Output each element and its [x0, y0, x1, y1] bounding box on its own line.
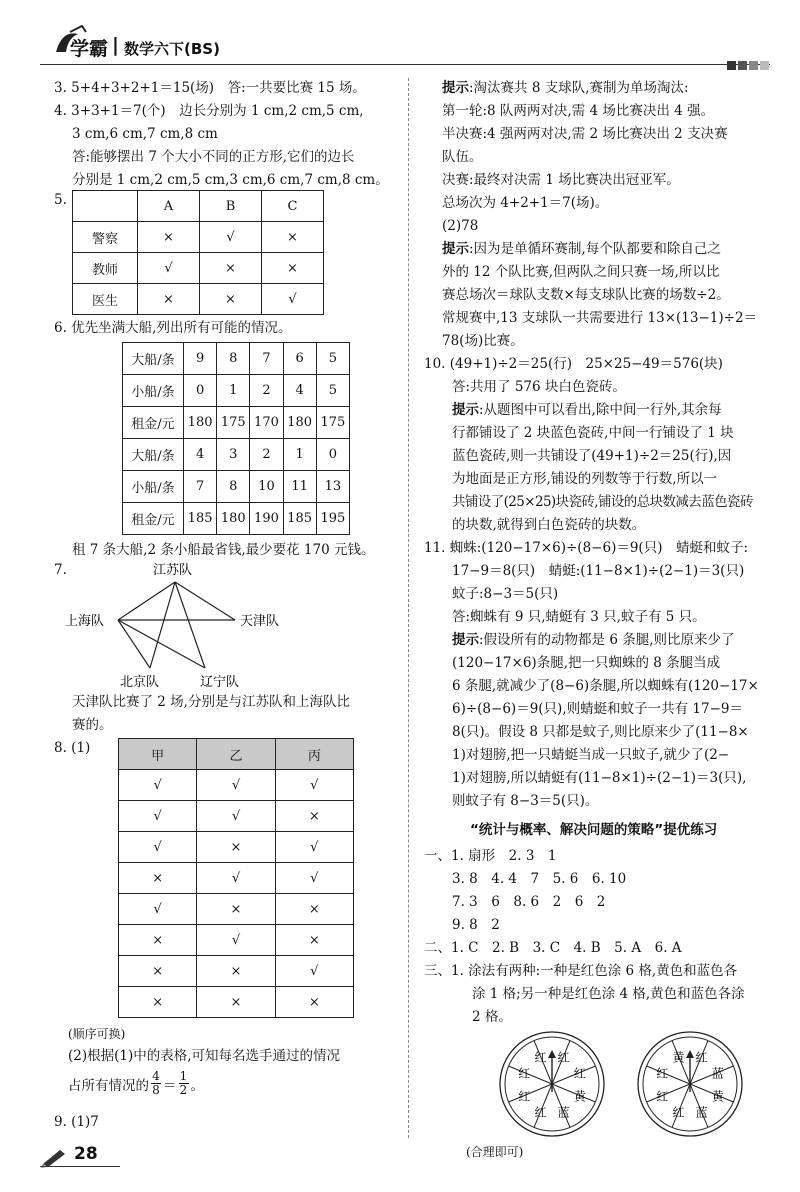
header-subject: 数学六下(BS) [124, 40, 220, 58]
r27-line: 6 条腿,就减少了(8−6)条腿,所以蜘蛛有(120−17× [452, 678, 759, 694]
table-row [123, 503, 350, 535]
table-row [119, 770, 354, 801]
s6-line: 三、1. 涂法有两种:一种是红色涂 6 格,黄色和蓝色各 [424, 963, 738, 979]
table-cell: 租金/元 [123, 407, 184, 439]
table-cell: 185 [283, 503, 316, 535]
table-cell: 0 [316, 439, 349, 471]
table-cell: √ [119, 770, 197, 801]
table-cell: 1 [283, 439, 316, 471]
r22-line: 17−9＝8(只) 蜻蜓:(11−8×1)÷(2−1)＝3(只) [452, 563, 745, 579]
hint-label: 提示 [442, 241, 469, 257]
table-row [73, 284, 324, 315]
table-cell: 4 [184, 439, 217, 471]
edge-jiangsu-shanghai [118, 582, 175, 620]
table-row [119, 801, 354, 832]
table-cell: √ [138, 253, 200, 284]
page-number: 28 [74, 1144, 98, 1164]
table-cell: √ [197, 925, 275, 956]
edge-jiangsu-beijing [150, 582, 175, 668]
wheel-sector-label: 红 [656, 1089, 669, 1104]
table-cell: 9 [184, 343, 217, 375]
wheel-sector-label: 蓝 [557, 1105, 570, 1120]
r5-line: 决赛:最终对决需 1 场比赛决出冠亚军。 [442, 172, 680, 188]
table-row [119, 863, 354, 894]
r20-line: 的块数,就得到白色瓷砖的块数。 [452, 517, 646, 533]
r15-line: 提示:从题图中可以看出,除中间一行外,其余每 [452, 402, 722, 418]
table-cell: 1 [217, 375, 250, 407]
q9-text: 9. (1)7 [54, 1114, 99, 1130]
table-cell: 175 [316, 407, 349, 439]
table-cell: 8 [217, 343, 250, 375]
wheel-sector-label: 蓝 [695, 1105, 708, 1120]
table-cell [73, 191, 138, 222]
table-cell: × [197, 894, 275, 925]
footer-rule [40, 1166, 120, 1167]
s3-line: 7. 3 6 8. 6 2 6 2 [452, 894, 606, 910]
q8-part2-fraction-line [68, 1070, 204, 1097]
table-cell: 甲 [119, 739, 197, 770]
table-cell: 丙 [275, 739, 353, 770]
wheel-sector-label: 红 [573, 1066, 586, 1081]
page-header [0, 0, 800, 70]
table-cell: 0 [184, 375, 217, 407]
edge-jiangsu-tianjin [175, 582, 235, 620]
table-row [123, 471, 350, 503]
r19-line: 共铺设了(25×25)块瓷砖,铺设的总块数减去蓝色瓷砖 [452, 494, 753, 510]
wheel-sector-label: 红 [518, 1066, 531, 1081]
edge-shanghai-beijing [118, 620, 150, 668]
q6-text: 6. 优先坐满大船,列出所有可能的情况。 [54, 320, 292, 336]
table-cell: × [200, 253, 262, 284]
table-cell: √ [262, 284, 324, 315]
r14-line: 答:共用了 576 块白色瓷砖。 [452, 379, 626, 395]
frac2-numerator: 1 [179, 1069, 188, 1083]
q8-part2-text: (2)根据(1)中的表格,可知每名选手通过的情况 [68, 1048, 341, 1064]
r28-line: 6)÷(8−6)＝9(只),则蜻蜓和蚊子一共有 17−9＝ [452, 701, 743, 717]
r30-line: 1)对翅膀,把一只蜻蜓当成一只蚊子,就少了(2− [452, 747, 730, 763]
table-cell: 13 [316, 471, 349, 503]
r3-line: 半决赛:4 强两两对决,需 2 场比赛决出 2 支决赛 [442, 126, 728, 142]
node-liaoning: 辽宁队 [200, 675, 240, 688]
pencil-icon [40, 1146, 70, 1168]
table-cell: × [197, 987, 275, 1018]
r8-line: 提示:因为是单循环赛制,每个队都要和除自己之 [442, 241, 721, 257]
wheel-sector-label: 红 [534, 1050, 547, 1065]
node-beijing: 北京队 [120, 675, 160, 688]
r26-line: (120−17×6)条腿,把一只蜘蛛的 8 条腿当成 [452, 655, 721, 671]
table-cell: 4 [283, 375, 316, 407]
table-row [73, 222, 324, 253]
q4-text-1: 4. 3+3+1＝7(个) 边长分别为 1 cm,2 cm,5 cm, [54, 103, 364, 119]
table-row [119, 987, 354, 1018]
table-cell: 小船/条 [123, 471, 184, 503]
table-cell: × [119, 956, 197, 987]
wheel-sector-label: 红 [534, 1105, 547, 1120]
table-row [119, 894, 354, 925]
table-cell: × [138, 284, 200, 315]
table-cell: × [119, 863, 197, 894]
r11-line: 常规赛中,13 支球队一共需要进行 13×(13−1)÷2＝ [442, 310, 758, 326]
table-cell: × [119, 925, 197, 956]
brand-name: 学霸 [70, 38, 109, 60]
table-row [119, 925, 354, 956]
table-row [123, 343, 350, 375]
table-row [73, 253, 324, 284]
table-cell: 11 [283, 471, 316, 503]
s4-line: 9. 8 2 [452, 917, 500, 933]
table-cell: × [138, 222, 200, 253]
table-cell: 2 [250, 439, 283, 471]
r21-line: 11. 蜘蛛:(120−17×6)÷(8−6)＝9(只) 蜻蜓和蚊子: [424, 540, 749, 556]
table-row [123, 407, 350, 439]
r29-line: 8(只)。假设 8 只都是蚊子,则比原来少了(11−8× [452, 724, 749, 740]
r23-line: 蚊子:8−3＝5(只) [452, 586, 559, 602]
hint-label: 提示 [452, 402, 479, 418]
pointer-arrow-icon [548, 1050, 556, 1058]
table-cell: 2 [250, 375, 283, 407]
table-cell: √ [275, 956, 353, 987]
wheel-sector-label: 黄 [573, 1089, 586, 1104]
table-cell: × [262, 253, 324, 284]
q5-table [72, 190, 324, 315]
table-cell: √ [275, 770, 353, 801]
q8-end: 。 [190, 1077, 204, 1094]
r10-line: 赛总场次＝球队支数×每支球队比赛的场数÷2。 [442, 287, 730, 303]
table-cell: 大船/条 [123, 439, 184, 471]
r12-line: 78(场)比赛。 [442, 333, 524, 349]
header-rule [40, 64, 770, 65]
table-cell: 170 [250, 407, 283, 439]
wheel-sector-label: 黄 [672, 1050, 685, 1065]
spinner-wheel-2 [628, 1030, 754, 1140]
wheel-sector-label: 红 [695, 1050, 708, 1065]
table-cell: × [275, 894, 353, 925]
pointer-arrow-icon [686, 1050, 694, 1058]
edge-jiangsu-liaoning [175, 582, 205, 668]
table-cell: 8 [217, 471, 250, 503]
q8-table [118, 738, 354, 1018]
table-cell: 7 [184, 471, 217, 503]
q8-fraction-prefix: 占所有情况的 [68, 1077, 149, 1094]
node-tianjin: 天津队 [240, 614, 280, 629]
table-cell: 180 [184, 407, 217, 439]
wheel-sector-label: 黄 [711, 1089, 724, 1104]
table-cell: 大船/条 [123, 343, 184, 375]
table-cell: √ [275, 832, 353, 863]
q4-text-4: 分别是 1 cm,2 cm,5 cm,3 cm,6 cm,7 cm,8 cm。 [72, 172, 389, 188]
q4-text-2: 3 cm,6 cm,7 cm,8 cm [72, 126, 218, 142]
r24-line: 答:蜘蛛有 9 只,蜻蜓有 3 只,蚊子有 5 只。 [452, 609, 706, 625]
s2-line: 3. 8 4. 4 7 5. 6 6. 10 [452, 871, 627, 887]
r1-line: 提示:淘汰赛共 8 支球队,赛制为单场淘汰: [442, 80, 689, 96]
table-cell: 190 [250, 503, 283, 535]
frac1-denominator: 8 [152, 1083, 160, 1097]
table-cell: √ [197, 770, 275, 801]
r17-line: 蓝色瓷砖,则一共铺设了(49+1)÷2＝25(行),因 [452, 448, 732, 464]
r32-line: 则蚊子有 8−3＝5(只)。 [452, 793, 599, 809]
q7-answer-2: 赛的。 [72, 717, 113, 733]
q6-answer: 租 7 条大船,2 条小船最省钱,最少要花 170 元钱。 [72, 542, 375, 558]
table-cell: × [275, 987, 353, 1018]
table-cell: 7 [250, 343, 283, 375]
table-cell: 6 [283, 343, 316, 375]
table-cell: 3 [217, 439, 250, 471]
s7-line: 涂 1 格;另一种是红色涂 4 格,黄色和蓝色各涂 [472, 986, 745, 1002]
table-cell: × [262, 222, 324, 253]
r7-line: (2)78 [442, 218, 479, 234]
table-cell: × [119, 987, 197, 1018]
q8-note: (顺序可换) [68, 1027, 126, 1041]
table-cell: C [262, 191, 324, 222]
table-cell: 10 [250, 471, 283, 503]
r25-line: 提示:假设所有的动物都是 6 条腿,则比原来少了 [452, 632, 735, 648]
table-cell: 5 [316, 375, 349, 407]
table-cell: A [138, 191, 200, 222]
table-row [123, 375, 350, 407]
wheel-note: (合理即可) [466, 1145, 524, 1159]
table-cell: 175 [217, 407, 250, 439]
frac1-numerator: 4 [152, 1069, 160, 1083]
table-row [119, 956, 354, 987]
s5-line: 二、1. C 2. B 3. C 4. B 5. A 6. A [424, 940, 682, 956]
s1-line: 一、1. 扇形 2. 3 1 [424, 848, 557, 864]
table-cell: √ [200, 222, 262, 253]
wheel-sector-label: 红 [518, 1089, 531, 1104]
table-cell: × [197, 956, 275, 987]
table-row [119, 832, 354, 863]
table-row [123, 439, 350, 471]
table-cell: 医生 [73, 284, 138, 315]
table-cell: 5 [316, 343, 349, 375]
table-cell: 租金/元 [123, 503, 184, 535]
table-cell: 警察 [73, 222, 138, 253]
q6-table [122, 342, 350, 535]
table-cell: × [275, 801, 353, 832]
table-header-row [73, 191, 324, 222]
table-cell: √ [119, 832, 197, 863]
r31-line: 1)对翅膀,所以蜻蜓有(11−8×1)÷(2−1)＝3(只), [452, 770, 747, 786]
q7-label: 7. [54, 562, 67, 578]
r18-line: 为地面是正方形,铺设的列数等于行数,所以一 [452, 471, 718, 487]
node-shanghai: 上海队 [65, 614, 105, 629]
table-cell: × [197, 832, 275, 863]
section-title: “统计与概率、解决问题的策略”提优练习 [470, 822, 718, 838]
spinner-wheel-1 [490, 1030, 616, 1140]
table-header-row [119, 739, 354, 770]
q8-label: 8. (1) [54, 740, 91, 756]
r13-line: 10. (49+1)÷2＝25(行) 25×25−49＝576(块) [424, 356, 723, 372]
r4-line: 队伍。 [442, 149, 483, 165]
table-cell: 180 [217, 503, 250, 535]
wheel-sector-label: 红 [557, 1050, 570, 1065]
header-squares [727, 58, 769, 74]
hint-label: 提示 [442, 80, 469, 96]
r2-line: 第一轮:8 队两两对决,需 4 场比赛决出 4 强。 [442, 103, 715, 119]
table-cell: 乙 [197, 739, 275, 770]
q3-text: 3. 5+4+3+2+1＝15(场) 答:一共要比赛 15 场。 [54, 80, 366, 96]
r16-line: 行都铺设了 2 块蓝色瓷砖,中间一行铺设了 1 块 [452, 425, 734, 441]
table-cell: √ [275, 863, 353, 894]
table-cell: × [200, 284, 262, 315]
hint-label: 提示 [452, 632, 479, 648]
q4-text-3: 答:能够摆出 7 个大小不同的正方形,它们的边长 [72, 149, 355, 165]
q7-answer-1: 天津队比赛了 2 场,分别是与江苏队和上海队比 [72, 694, 350, 710]
equals-sign: ＝ [163, 1077, 177, 1094]
table-cell: 小船/条 [123, 375, 184, 407]
table-cell: √ [119, 894, 197, 925]
wheel-sector-label: 蓝 [711, 1066, 724, 1081]
header-divider: | [112, 34, 119, 56]
wheel-sector-label: 红 [672, 1105, 685, 1120]
frac2-denominator: 2 [179, 1083, 188, 1097]
table-cell: 195 [316, 503, 349, 535]
table-cell: √ [197, 863, 275, 894]
table-cell: B [200, 191, 262, 222]
wheel-sector-label: 红 [656, 1066, 669, 1081]
node-jiangsu: 江苏队 [153, 563, 193, 578]
q7-diagram [60, 558, 360, 688]
r6-line: 总场次为 4+2+1＝7(场)。 [442, 195, 609, 211]
q5-label: 5. [54, 192, 67, 208]
r9-line: 外的 12 个队比赛,但两队之间只赛一场,所以比 [442, 264, 720, 280]
table-cell: √ [119, 801, 197, 832]
table-cell: 教师 [73, 253, 138, 284]
column-divider [408, 78, 409, 1138]
table-cell: × [275, 925, 353, 956]
table-cell: 185 [184, 503, 217, 535]
s8-line: 2 格。 [472, 1009, 512, 1025]
table-cell: √ [197, 801, 275, 832]
table-cell: 180 [283, 407, 316, 439]
